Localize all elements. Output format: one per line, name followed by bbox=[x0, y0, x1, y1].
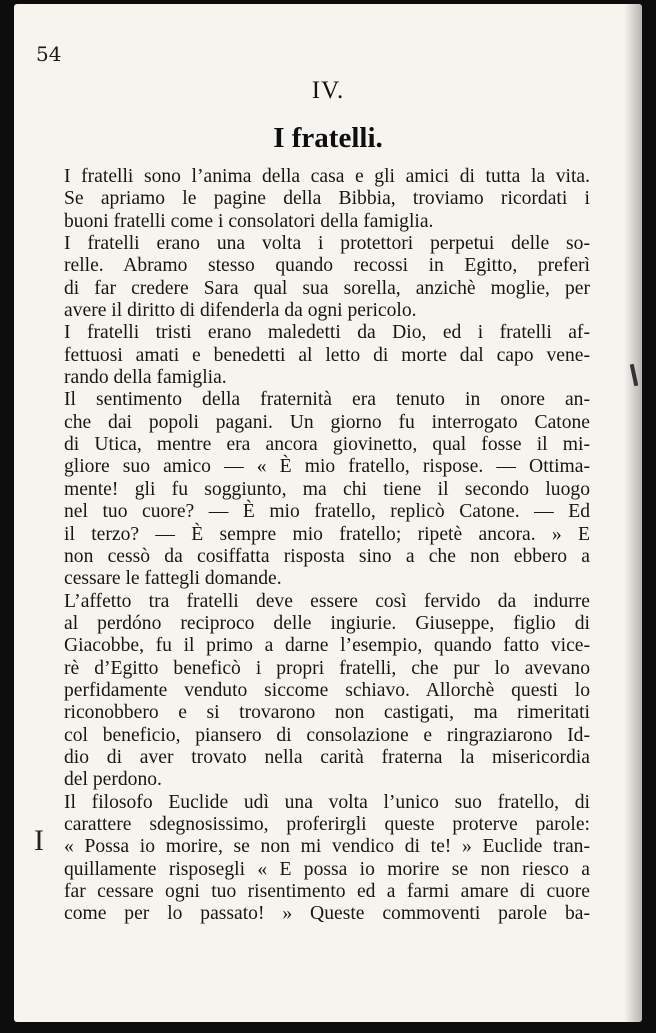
text-line: Se apriamo le pagine della Bibbia, troviamo ricordati i bbox=[64, 188, 590, 210]
text-line: L’affetto tra fratelli deve essere così fervido da indurre bbox=[64, 590, 590, 612]
book-page bbox=[14, 4, 642, 1022]
text-line: cessare le fattegli domande. bbox=[64, 568, 282, 590]
text-line: come per lo passato! » Queste commoventi parole ba- bbox=[64, 903, 590, 925]
text-line: perfidamente venduto siccome schiavo. Allorchè questi lo bbox=[64, 679, 590, 701]
body-text bbox=[64, 166, 590, 926]
text-line: rè d’Egitto beneficò i propri fratelli, che pur lo avevano bbox=[64, 657, 590, 679]
text-line: buoni fratelli come i consolatori della famiglia. bbox=[64, 210, 434, 232]
text-line: di far credere Sara qual sua sorella, anzichè moglie, per bbox=[64, 277, 590, 299]
chapter-number: IV. bbox=[311, 77, 345, 104]
text-line: I fratelli erano una volta i protettori perpetui delle so- bbox=[64, 233, 590, 255]
text-line: avere il diritto di difenderla da ogni pericolo. bbox=[64, 300, 417, 322]
text-line: che dai popoli pagani. Un giorno fu interrogato Catone bbox=[64, 411, 590, 433]
text-line: Il filosofo Euclide udì una volta l’unico suo fratello, di bbox=[64, 791, 590, 813]
text-line: rando della famiglia. bbox=[64, 367, 227, 389]
text-line: al perdóno reciproco delle ingiurie. Giuseppe, figlio di bbox=[64, 612, 590, 634]
text-line: riconobbero e si trovarono non castigati, ma rimeritati bbox=[64, 702, 590, 724]
page-edge-shadow bbox=[624, 4, 642, 1022]
margin-annotation: I bbox=[34, 824, 44, 857]
text-line: far cessare ogni tuo risentimento ed a farmi amare di cuore bbox=[64, 881, 590, 902]
chapter-title: I fratelli. bbox=[273, 122, 383, 154]
text-line: fettuosi amati e benedetti al letto di morte dal capo vene- bbox=[64, 344, 590, 366]
text-line: gliore suo amico — « È mio fratello, rispose. — Ottima- bbox=[64, 456, 590, 478]
text-line: non cessò da cosiffatta risposta sino a che non ebbero a bbox=[64, 545, 590, 567]
text-line: quillamente risposegli « E possa io morire se non riesco a bbox=[64, 858, 590, 880]
text-line: nel tuo cuore? — È mio fratello, replicò Catone. — Ed bbox=[64, 501, 590, 523]
text-line: del perdono. bbox=[64, 769, 162, 791]
text-line: relle. Abramo stesso quando recossi in Egitto, preferì bbox=[64, 255, 590, 277]
text-line: il terzo? — È sempre mio fratello; ripetè ancora. » E bbox=[64, 523, 590, 545]
page-number: 54 bbox=[36, 42, 62, 66]
text-line: carattere sdegnosissimo, proferirgli queste proterve parole: bbox=[64, 813, 590, 835]
text-line: I fratelli tristi erano maledetti da Dio, ed i fratelli af- bbox=[64, 322, 590, 344]
text-line: di Utica, mentre era ancora giovinetto, qual fosse il mi- bbox=[64, 434, 590, 456]
text-line: I fratelli sono l’anima della casa e gli amici di tutta la vita. bbox=[64, 166, 590, 187]
text-line: mente! gli fu soggiunto, ma chi tiene il secondo luogo bbox=[64, 478, 590, 500]
text-line: Giacobbe, fu il primo a darne l’esempio, quando fatto vice- bbox=[64, 635, 590, 657]
text-line: col beneficio, piansero di consolazione e ringraziarono Id- bbox=[64, 724, 590, 746]
text-line: Il sentimento della fraternità era tenuto in onore an- bbox=[64, 389, 590, 411]
text-line: dio di aver trovato nella carità fraterna la misericordia bbox=[64, 746, 590, 768]
text-line: « Possa io morire, se non mi vendico di te! » Euclide tran- bbox=[64, 836, 590, 858]
